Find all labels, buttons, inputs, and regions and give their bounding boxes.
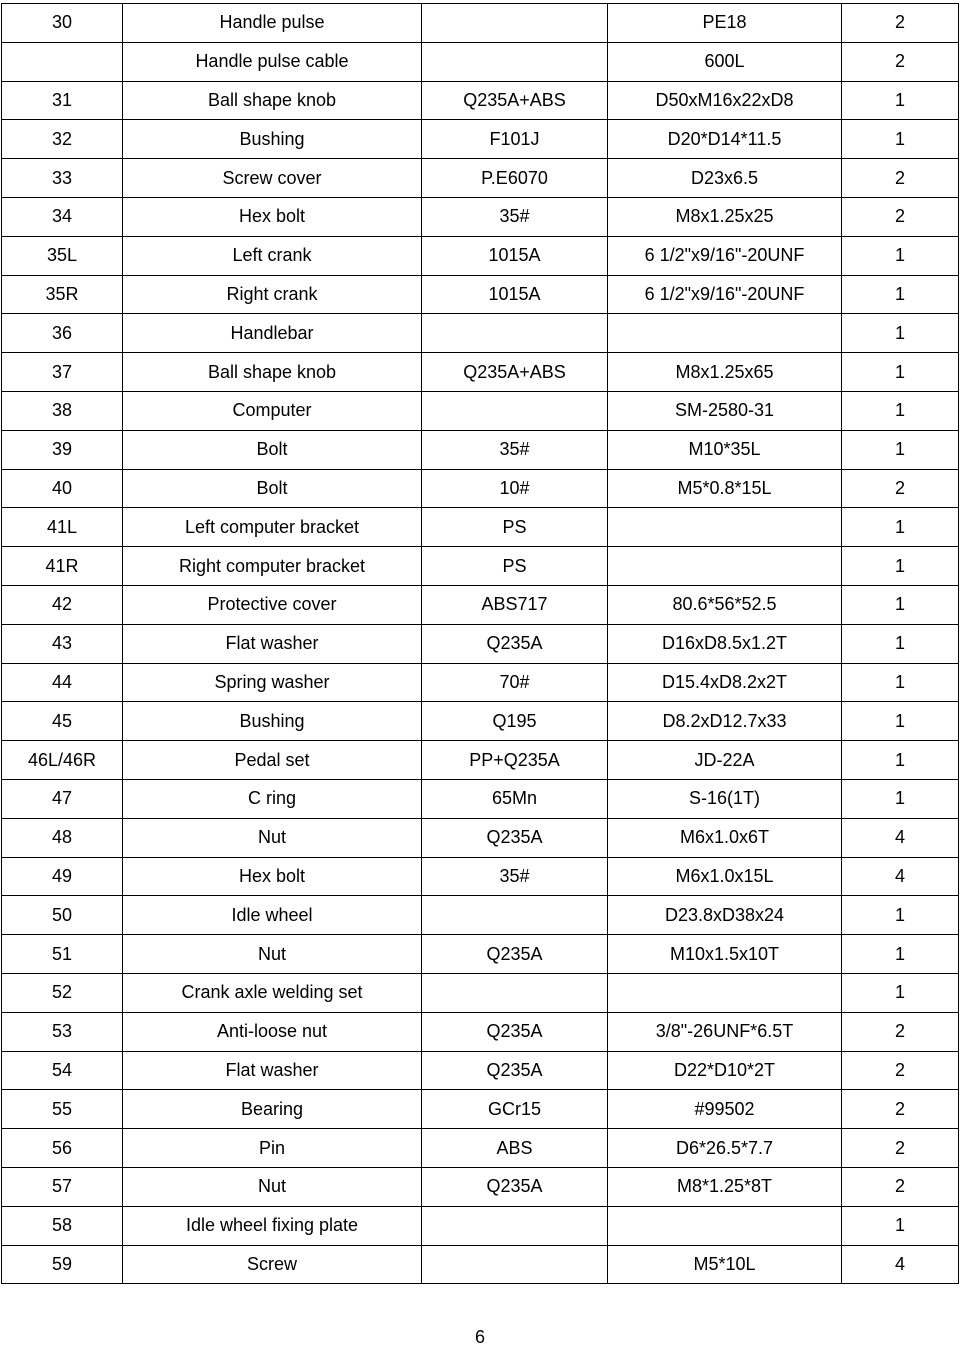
table-row [2, 1129, 959, 1168]
material-cell [422, 896, 608, 935]
part-number-cell: 51 [2, 935, 123, 974]
part-name-cell: Handlebar [123, 314, 422, 353]
material-cell: Q235A+ABS [422, 81, 608, 120]
quantity-cell: 1 [842, 702, 959, 741]
specification-cell: M6x1.0x15L [608, 857, 842, 896]
specification-cell [608, 508, 842, 547]
specification-cell [608, 314, 842, 353]
part-name-cell: Ball shape knob [123, 81, 422, 120]
quantity-cell: 1 [842, 1206, 959, 1245]
material-cell: GCr15 [422, 1090, 608, 1129]
table-row [2, 391, 959, 430]
part-number-cell: 38 [2, 391, 123, 430]
table-row [2, 741, 959, 780]
material-cell: 35# [422, 430, 608, 469]
quantity-cell: 2 [842, 1090, 959, 1129]
specification-cell: #99502 [608, 1090, 842, 1129]
table-row [2, 624, 959, 663]
quantity-cell: 1 [842, 973, 959, 1012]
part-name-cell: Screw [123, 1245, 422, 1284]
part-name-cell: Crank axle welding set [123, 973, 422, 1012]
table-row [2, 779, 959, 818]
table-row [2, 1051, 959, 1090]
quantity-cell: 4 [842, 818, 959, 857]
part-number-cell: 57 [2, 1167, 123, 1206]
part-name-cell: Bushing [123, 702, 422, 741]
part-name-cell: Left crank [123, 236, 422, 275]
part-name-cell: Hex bolt [123, 857, 422, 896]
specification-cell: PE18 [608, 4, 842, 43]
table-row [2, 159, 959, 198]
specification-cell: M8x1.25x65 [608, 353, 842, 392]
part-number-cell: 43 [2, 624, 123, 663]
material-cell [422, 4, 608, 43]
specification-cell: JD-22A [608, 741, 842, 780]
part-number-cell: 53 [2, 1012, 123, 1051]
part-name-cell: Pedal set [123, 741, 422, 780]
specification-cell: D23.8xD38x24 [608, 896, 842, 935]
table-row [2, 353, 959, 392]
material-cell: Q235A [422, 1051, 608, 1090]
table-row [2, 818, 959, 857]
quantity-cell: 1 [842, 741, 959, 780]
part-number-cell: 32 [2, 120, 123, 159]
part-number-cell: 55 [2, 1090, 123, 1129]
part-name-cell: Handle pulse [123, 4, 422, 43]
material-cell [422, 314, 608, 353]
specification-cell: 6 1/2"x9/16"-20UNF [608, 275, 842, 314]
specification-cell: D6*26.5*7.7 [608, 1129, 842, 1168]
part-number-cell: 31 [2, 81, 123, 120]
parts-table-body [2, 4, 959, 1284]
part-name-cell: Bolt [123, 469, 422, 508]
material-cell: 35# [422, 197, 608, 236]
part-name-cell: Bushing [123, 120, 422, 159]
quantity-cell: 2 [842, 1129, 959, 1168]
material-cell: Q235A [422, 624, 608, 663]
table-row [2, 42, 959, 81]
table-row [2, 275, 959, 314]
table-row [2, 430, 959, 469]
table-row [2, 508, 959, 547]
quantity-cell: 1 [842, 391, 959, 430]
material-cell [422, 973, 608, 1012]
material-cell: Q235A [422, 818, 608, 857]
table-row [2, 1167, 959, 1206]
part-number-cell: 39 [2, 430, 123, 469]
material-cell: PS [422, 547, 608, 586]
material-cell: Q235A+ABS [422, 353, 608, 392]
part-name-cell: Pin [123, 1129, 422, 1168]
table-row [2, 702, 959, 741]
quantity-cell: 1 [842, 236, 959, 275]
part-number-cell: 35R [2, 275, 123, 314]
specification-cell: 6 1/2"x9/16"-20UNF [608, 236, 842, 275]
table-row [2, 973, 959, 1012]
part-name-cell: C ring [123, 779, 422, 818]
material-cell: 1015A [422, 236, 608, 275]
quantity-cell: 1 [842, 81, 959, 120]
page-number: 6 [474, 1327, 485, 1347]
part-number-cell: 34 [2, 197, 123, 236]
table-row [2, 197, 959, 236]
material-cell: Q235A [422, 1012, 608, 1051]
part-number-cell: 52 [2, 973, 123, 1012]
table-row [2, 663, 959, 702]
part-number-cell: 45 [2, 702, 123, 741]
table-row [2, 314, 959, 353]
quantity-cell: 2 [842, 1012, 959, 1051]
material-cell: PS [422, 508, 608, 547]
quantity-cell: 2 [842, 1167, 959, 1206]
part-number-cell: 37 [2, 353, 123, 392]
part-number-cell: 50 [2, 896, 123, 935]
part-name-cell: Idle wheel fixing plate [123, 1206, 422, 1245]
parts-table [1, 3, 959, 1284]
part-name-cell: Nut [123, 818, 422, 857]
quantity-cell: 1 [842, 120, 959, 159]
table-row [2, 1245, 959, 1284]
quantity-cell: 2 [842, 42, 959, 81]
material-cell [422, 1245, 608, 1284]
part-name-cell: Idle wheel [123, 896, 422, 935]
part-number-cell: 48 [2, 818, 123, 857]
part-number-cell: 59 [2, 1245, 123, 1284]
table-row [2, 585, 959, 624]
table-row [2, 1090, 959, 1129]
quantity-cell: 1 [842, 430, 959, 469]
quantity-cell: 1 [842, 896, 959, 935]
specification-cell: M6x1.0x6T [608, 818, 842, 857]
part-name-cell: Right crank [123, 275, 422, 314]
material-cell: Q195 [422, 702, 608, 741]
table-row [2, 1206, 959, 1245]
specification-cell: D16xD8.5x1.2T [608, 624, 842, 663]
quantity-cell: 1 [842, 935, 959, 974]
quantity-cell: 4 [842, 1245, 959, 1284]
table-row [2, 4, 959, 43]
part-number-cell: 46L/46R [2, 741, 123, 780]
quantity-cell: 1 [842, 663, 959, 702]
part-name-cell: Left computer bracket [123, 508, 422, 547]
specification-cell: 600L [608, 42, 842, 81]
part-name-cell: Bolt [123, 430, 422, 469]
part-name-cell: Flat washer [123, 624, 422, 663]
quantity-cell: 1 [842, 508, 959, 547]
part-number-cell: 30 [2, 4, 123, 43]
specification-cell: D22*D10*2T [608, 1051, 842, 1090]
part-name-cell: Nut [123, 935, 422, 974]
part-name-cell: Bearing [123, 1090, 422, 1129]
material-cell [422, 42, 608, 81]
quantity-cell: 1 [842, 624, 959, 663]
quantity-cell: 2 [842, 4, 959, 43]
material-cell: 65Mn [422, 779, 608, 818]
part-number-cell [2, 42, 123, 81]
quantity-cell: 2 [842, 159, 959, 198]
material-cell: 70# [422, 663, 608, 702]
specification-cell: D23x6.5 [608, 159, 842, 198]
table-row [2, 81, 959, 120]
part-number-cell: 44 [2, 663, 123, 702]
material-cell: 10# [422, 469, 608, 508]
table-row [2, 120, 959, 159]
quantity-cell: 1 [842, 585, 959, 624]
specification-cell: M8x1.25x25 [608, 197, 842, 236]
quantity-cell: 2 [842, 1051, 959, 1090]
quantity-cell: 1 [842, 547, 959, 586]
quantity-cell: 1 [842, 275, 959, 314]
part-name-cell: Right computer bracket [123, 547, 422, 586]
material-cell: 1015A [422, 275, 608, 314]
specification-cell [608, 973, 842, 1012]
material-cell: P.E6070 [422, 159, 608, 198]
quantity-cell: 2 [842, 197, 959, 236]
part-name-cell: Nut [123, 1167, 422, 1206]
specification-cell: M5*0.8*15L [608, 469, 842, 508]
specification-cell: M5*10L [608, 1245, 842, 1284]
table-row [2, 896, 959, 935]
specification-cell [608, 547, 842, 586]
part-name-cell: Ball shape knob [123, 353, 422, 392]
specification-cell [608, 1206, 842, 1245]
part-number-cell: 56 [2, 1129, 123, 1168]
specification-cell: 3/8"-26UNF*6.5T [608, 1012, 842, 1051]
part-number-cell: 54 [2, 1051, 123, 1090]
quantity-cell: 1 [842, 314, 959, 353]
material-cell: F101J [422, 120, 608, 159]
specification-cell: S-16(1T) [608, 779, 842, 818]
part-number-cell: 47 [2, 779, 123, 818]
quantity-cell: 1 [842, 779, 959, 818]
quantity-cell: 1 [842, 353, 959, 392]
part-name-cell: Protective cover [123, 585, 422, 624]
table-row [2, 857, 959, 896]
part-number-cell: 40 [2, 469, 123, 508]
specification-cell: D20*D14*11.5 [608, 120, 842, 159]
quantity-cell: 2 [842, 469, 959, 508]
part-name-cell: Handle pulse cable [123, 42, 422, 81]
specification-cell: D8.2xD12.7x33 [608, 702, 842, 741]
material-cell: Q235A [422, 935, 608, 974]
material-cell: 35# [422, 857, 608, 896]
part-number-cell: 41R [2, 547, 123, 586]
table-row [2, 236, 959, 275]
part-name-cell: Flat washer [123, 1051, 422, 1090]
quantity-cell: 4 [842, 857, 959, 896]
material-cell: ABS717 [422, 585, 608, 624]
part-number-cell: 42 [2, 585, 123, 624]
material-cell: PP+Q235A [422, 741, 608, 780]
part-name-cell: Anti-loose nut [123, 1012, 422, 1051]
part-name-cell: Spring washer [123, 663, 422, 702]
specification-cell: 80.6*56*52.5 [608, 585, 842, 624]
table-row [2, 469, 959, 508]
part-number-cell: 36 [2, 314, 123, 353]
part-name-cell: Hex bolt [123, 197, 422, 236]
part-number-cell: 35L [2, 236, 123, 275]
part-number-cell: 33 [2, 159, 123, 198]
table-row [2, 1012, 959, 1051]
material-cell: ABS [422, 1129, 608, 1168]
specification-cell: SM-2580-31 [608, 391, 842, 430]
table-row [2, 547, 959, 586]
specification-cell: M10x1.5x10T [608, 935, 842, 974]
part-name-cell: Computer [123, 391, 422, 430]
material-cell: Q235A [422, 1167, 608, 1206]
specification-cell: D15.4xD8.2x2T [608, 663, 842, 702]
specification-cell: M8*1.25*8T [608, 1167, 842, 1206]
part-number-cell: 41L [2, 508, 123, 547]
specification-cell: D50xM16x22xD8 [608, 81, 842, 120]
part-number-cell: 58 [2, 1206, 123, 1245]
specification-cell: M10*35L [608, 430, 842, 469]
part-name-cell: Screw cover [123, 159, 422, 198]
material-cell [422, 1206, 608, 1245]
table-row [2, 935, 959, 974]
part-number-cell: 49 [2, 857, 123, 896]
material-cell [422, 391, 608, 430]
